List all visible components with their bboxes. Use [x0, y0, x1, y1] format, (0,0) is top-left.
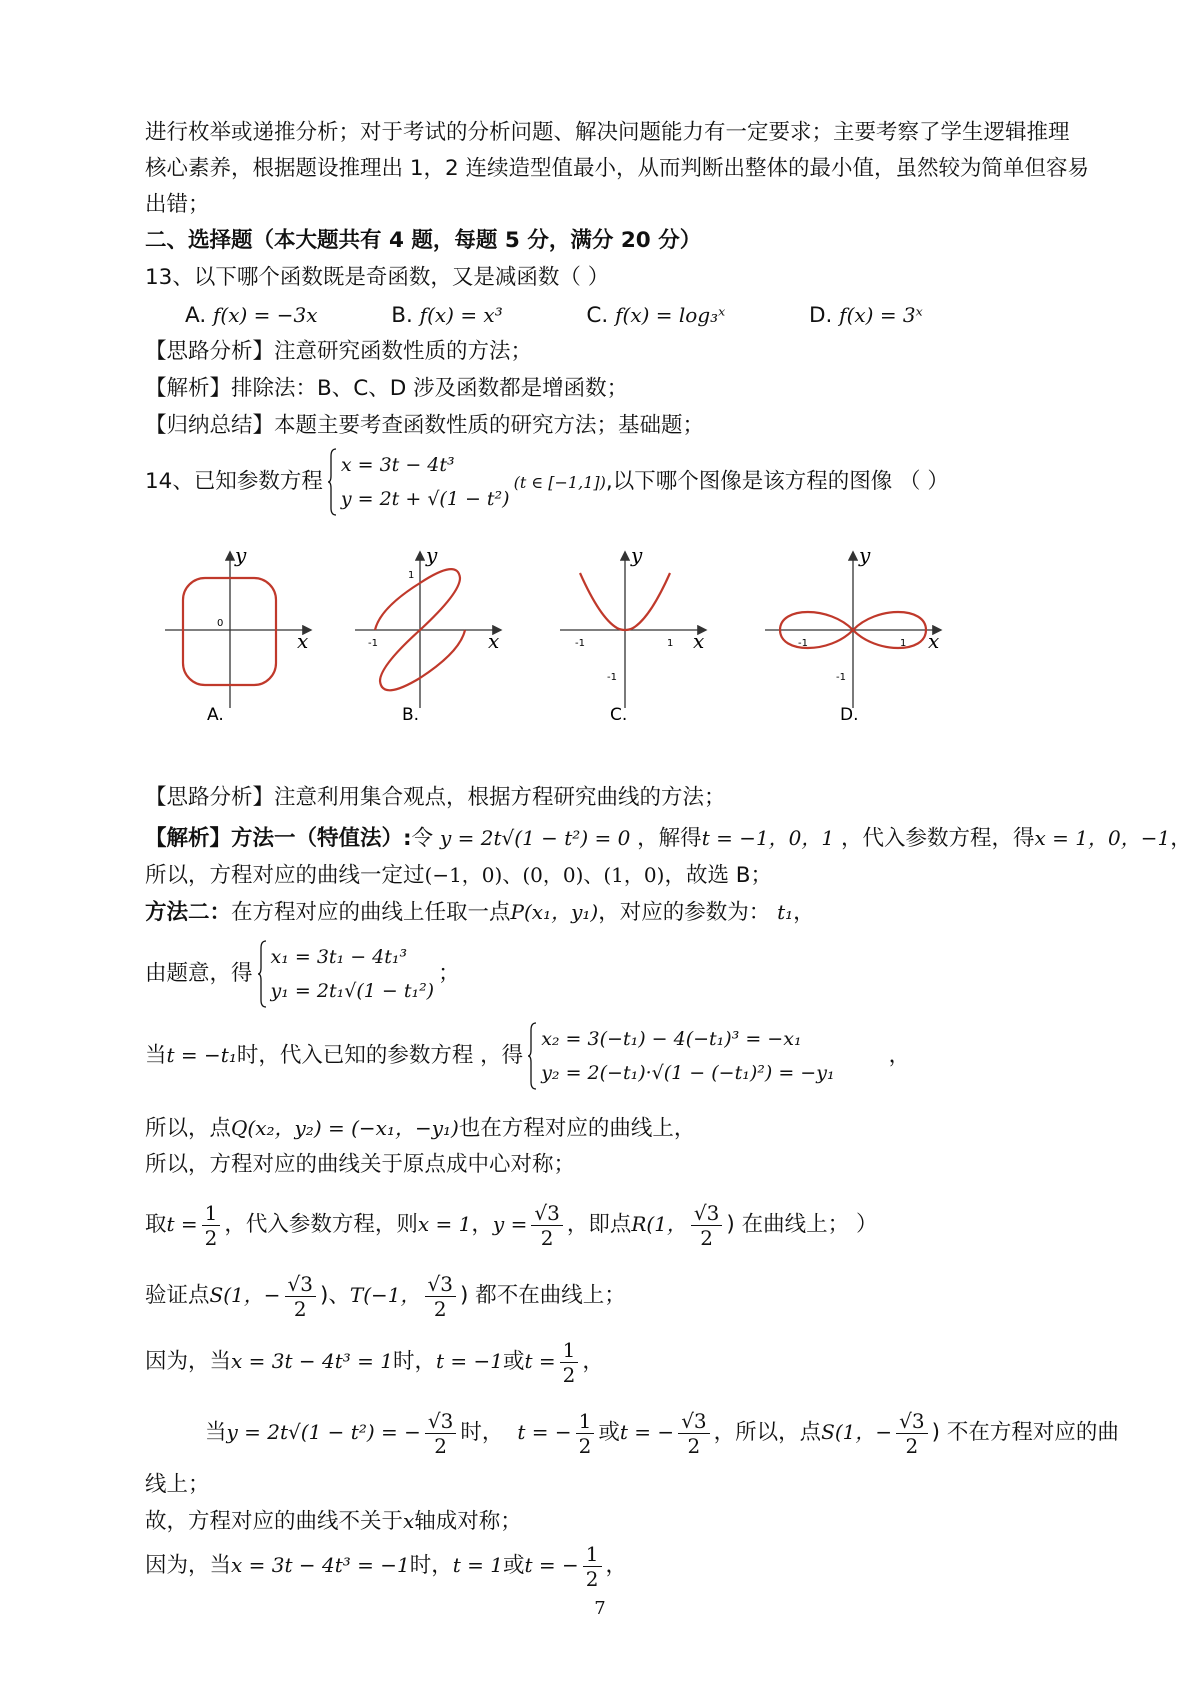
figure-c-x-label: x [693, 629, 705, 653]
q13-option-d[interactable]: D. f(x) = 3ˣ [808, 303, 923, 328]
q14-when2: 当y = 2t√(1 − t²) = − $\frac{√3}{2}$ 时， t = − $\frac{1}{2}$ 或t = − $\frac{√3}{2}$ ，所以，点S(1，− $\frac{√3}{2}$ ) 不在方程对应的曲 [205, 1408, 1119, 1458]
q13-summary: 【归纳总结】本题主要考查函数性质的研究方法；基础题； [145, 413, 705, 438]
figure-c-neg-one-y: -1 [607, 672, 617, 683]
q14-because1: 因为，当x = 3t − 4t³ = 1时，t = −1或t = $\frac{1}{2}$ ， [145, 1337, 604, 1387]
figure-c[interactable] [560, 548, 705, 725]
figure-a-zero: 0 [217, 618, 224, 629]
q14-because2: 因为，当x = 3t − 4t³ = −1时，t = 1或t = − $\frac{1}{2}$ ， [145, 1541, 628, 1591]
figure-b-y-label: y [426, 548, 438, 567]
q14-sol2-line1: 方法二：在方程对应的曲线上任取一点P(x₁，y₁)，对应的参数为： t₁， [145, 900, 815, 925]
figure-c-one: 1 [667, 638, 674, 649]
figure-a[interactable] [165, 548, 310, 725]
figure-d-y-label: y [859, 548, 871, 567]
q13-stem: 13、以下哪个函数既是奇函数，又是减函数（ ） [145, 265, 610, 290]
figure-d-one: 1 [900, 638, 907, 649]
q14-param-system: x = 3t − 4t³ y = 2t + √(1 − t²) [327, 448, 510, 516]
figure-d-x-label: x [928, 629, 940, 653]
q14-hence: 故，方程对应的曲线不关于x轴成对称； [145, 1509, 522, 1534]
figure-c-y-label: y [631, 548, 643, 567]
q14-when: 当t = −t₁时，代入已知的参数方程 ，得 x₂ = 3(−t₁) − 4(−t₁)³ = −x₁ y₂ = 2(−t₁)·√(1 − (−t₁)²) = −y₁ ， [145, 1022, 910, 1090]
q13-analysis: 【思路分析】注意研究函数性质的方法； [145, 339, 533, 364]
q13-options [185, 300, 923, 331]
q14-symmetry: 所以，方程对应的曲线关于原点成中心对称； [145, 1152, 576, 1177]
q13-option-b[interactable]: B. f(x) = x³ [391, 303, 503, 328]
intro-line-1: 进行枚举或递推分析；对于考试的分析问题、解决问题能力有一定要求；主要考察了学生逻辑推理 [145, 120, 1070, 145]
figure-a-x-label: x [297, 629, 309, 653]
q13-option-a[interactable]: A. f(x) = −3x [185, 303, 318, 328]
figure-d-neg-one-y: -1 [836, 672, 846, 683]
brace-icon [257, 940, 267, 1008]
brace-icon [527, 1022, 537, 1090]
figure-b-one: 1 [408, 570, 415, 581]
intro-line-3: 出错； [145, 192, 210, 217]
q14-stem: 14、已知参数方程 x = 3t − 4t³ y = 2t + √(1 − t²) (t ∈ [−1,1]),以下哪个图像是该方程的图像 （ ） [145, 448, 949, 516]
figure-c-label: C. [610, 705, 628, 725]
figure-b-x-label: x [488, 629, 500, 653]
section-title: 二、选择题（本大题共有 4 题，每题 5 分，满分 20 分） [145, 228, 702, 253]
brace-icon [327, 448, 337, 516]
figure-b-neg-one: -1 [368, 638, 378, 649]
q13-solution: 【解析】排除法：B、C、D 涉及函数都是增函数； [145, 376, 629, 401]
q14-take: 取t = $\frac{1}{2}$ ，代入参数方程，则x = 1，y = $\frac{√3}{2}$ ，即点R(1， $\frac{√3}{2}$ ) 在曲线上； ） [145, 1200, 878, 1250]
figure-d[interactable] [765, 548, 940, 725]
q14-figures [155, 548, 975, 738]
page-number: 7 [594, 1598, 606, 1619]
q14-given: 由题意，得 x₁ = 3t₁ − 4t₁³ y₁ = 2t₁√(1 − t₁²) ； [145, 940, 460, 1008]
q14-online: 线上； [145, 1472, 210, 1497]
figure-c-neg-one: -1 [575, 638, 585, 649]
q14-analysis: 【思路分析】注意利用集合观点，根据方程研究曲线的方法； [145, 785, 726, 810]
q14-q-point: 所以，点Q(x₂，y₂) = (−x₁，−y₁)也在方程对应的曲线上， [145, 1116, 696, 1141]
figure-a-label: A. [207, 705, 224, 725]
figure-d-neg-one: -1 [798, 638, 808, 649]
q14-sol1-line1: 【解析】方法一（特值法）:令 y = 2t√(1 − t²) = 0 ，解得t = −1，0，1 ，代入参数方程，得x = 1，0，−1， [145, 826, 1192, 851]
q13-option-c[interactable]: C. f(x) = log₃ˣ [586, 303, 726, 328]
figure-b[interactable] [355, 548, 500, 725]
q14-sol1-line2: 所以，方程对应的曲线一定过(−1，0)、(0，0)、(1，0)，故选 B； [145, 863, 773, 888]
intro-line-2: 核心素养，根据题设推理出 1，2 连续造型值最小，从而判断出整体的最小值，虽然较为简单但容易 [145, 156, 1090, 181]
q14-verify: 验证点S(1，− $\frac{√3}{2}$ )、T(−1， $\frac{√3}{2}$ ) 都不在曲线上； [145, 1271, 626, 1321]
figure-d-label: D. [840, 705, 859, 725]
figure-a-y-label: y [235, 548, 247, 567]
figure-b-label: B. [402, 705, 420, 725]
